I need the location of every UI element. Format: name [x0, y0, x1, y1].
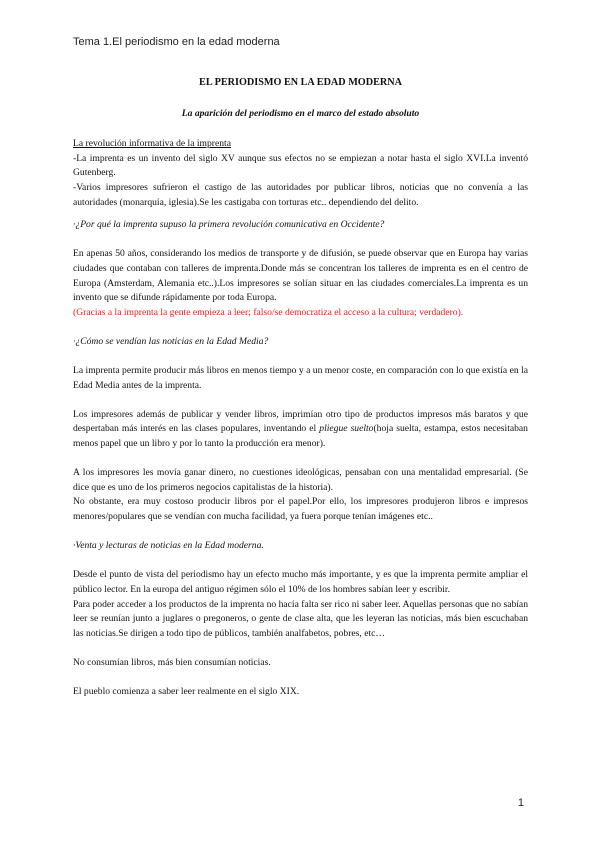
paragraph-pliegue-suelto	[73, 408, 528, 452]
section-heading-revolucion: La revolución informativa de la imprenta	[73, 138, 231, 150]
note-red-verdadero-falso: (Gracias a la imprenta la gente empieza a leer; falso/se democratiza el acceso a la cultura; verdadero).	[73, 306, 464, 318]
paragraph-acceso-productos: Para poder acceder a los productos de la imprenta no hacía falta ser rico ni saber leer. Aquellas personas que no sabían leer se reunían junto a juglares o pregoneros, o gente de clase alta, que les leyeran las noticias, más bien escuchaban las noticias.Se dirigen a todo tipo de públicos, también analfabetos, pobres, etc…	[73, 598, 528, 639]
document-body	[73, 70, 528, 700]
paragraph-siglo-xix: El pueblo comienza a saber leer realmente en el siglo XIX.	[73, 686, 300, 698]
paragraph-talleres-europa: En apenas 50 años, considerando los medios de transporte y de difusión, se puede observar que en Europa hay varias ciudades que contaban con talleres de imprenta.Donde más se concentran los talleres de imprenta es en el centro de Europa (Amsterdam, Alemania etc..).Los impresores se solían situar en las ciudades comerciales.La imprenta es un invento que se difunde rápidamente por toda Europa.	[73, 248, 528, 304]
question-venta-lecturas: ·Venta y lecturas de noticias en la Edad moderna.	[73, 540, 264, 552]
paragraph-publico-lector: Desde el punto de vista del periodismo hay un efecto mucho más importante, y es que la imprenta permite ampliar el público lector. En la europa del antiguo régimen sólo el 10% de los hombres sabían leer y escribir.	[73, 569, 528, 595]
paragraph-imprenta-invento: -La imprenta es un invento del siglo XV aunque sus efectos no se empiezan a notar hasta el siglo XVI.La inventó Gutenberg.	[73, 152, 528, 179]
document-subtitle: La aparición del periodismo en el marco del estado absoluto	[181, 107, 420, 119]
question-primera-revolucion: ·¿Por qué la imprenta supuso la primera revolución comunicativa en Occidente?	[73, 219, 385, 231]
question-venta-edad-media: ·¿Cómo se vendían las noticias en la Edad Media?	[73, 335, 269, 347]
paragraph-mentalidad-empresarial: A los impresores les movía ganar dinero, no cuestiones ideológicas, pensaban con una mentalidad empresarial. (Se dice que es uno de los primeros negocios capitalistas de la historia).	[73, 467, 528, 493]
paragraph-consumian-noticias: No consumían libros, más bien consumían noticias.	[73, 656, 271, 668]
paragraph-producir-libros: La imprenta permite producir más libros en menos tiempo y a un menor coste, en comparación con lo que existía en la Edad Media antes de la imprenta.	[73, 365, 528, 391]
page-header: Tema 1.El periodismo en la edad moderna	[73, 36, 280, 48]
paragraph-impresores-castigo: -Varios impresores sufrieron el castigo de las autoridades por publicar libros, noticias que no convenía a las autoridades (monarquía, iglesia).Se les castigaba con torturas etc.. dependiendo del delito.	[73, 181, 528, 208]
page-number: 1	[517, 797, 524, 809]
paragraph-costoso-papel: No obstante, era muy costoso producir libros por el papel.Por ello, los impresores produjeron libros e impresos menores/populares que se vendían con mucha facilidad, ya fuera porque tenían imágenes etc..	[73, 496, 528, 523]
pliegue-text-after: (hoja suelta, estampa, estos necesitaban menos papel que un libro y por lo tanto la producción era menor).	[73, 423, 528, 450]
document-title: EL PERIODISMO EN LA EDAD MODERNA	[199, 77, 402, 88]
pliegue-text-before: Los impresores además de publicar y vender libros, imprimían otro tipo de productos impresos más baratos y que despertaban más interés en las clases populares, inventando el	[73, 408, 528, 435]
pliegue-suelto-term: pliegue suelto	[319, 423, 374, 435]
